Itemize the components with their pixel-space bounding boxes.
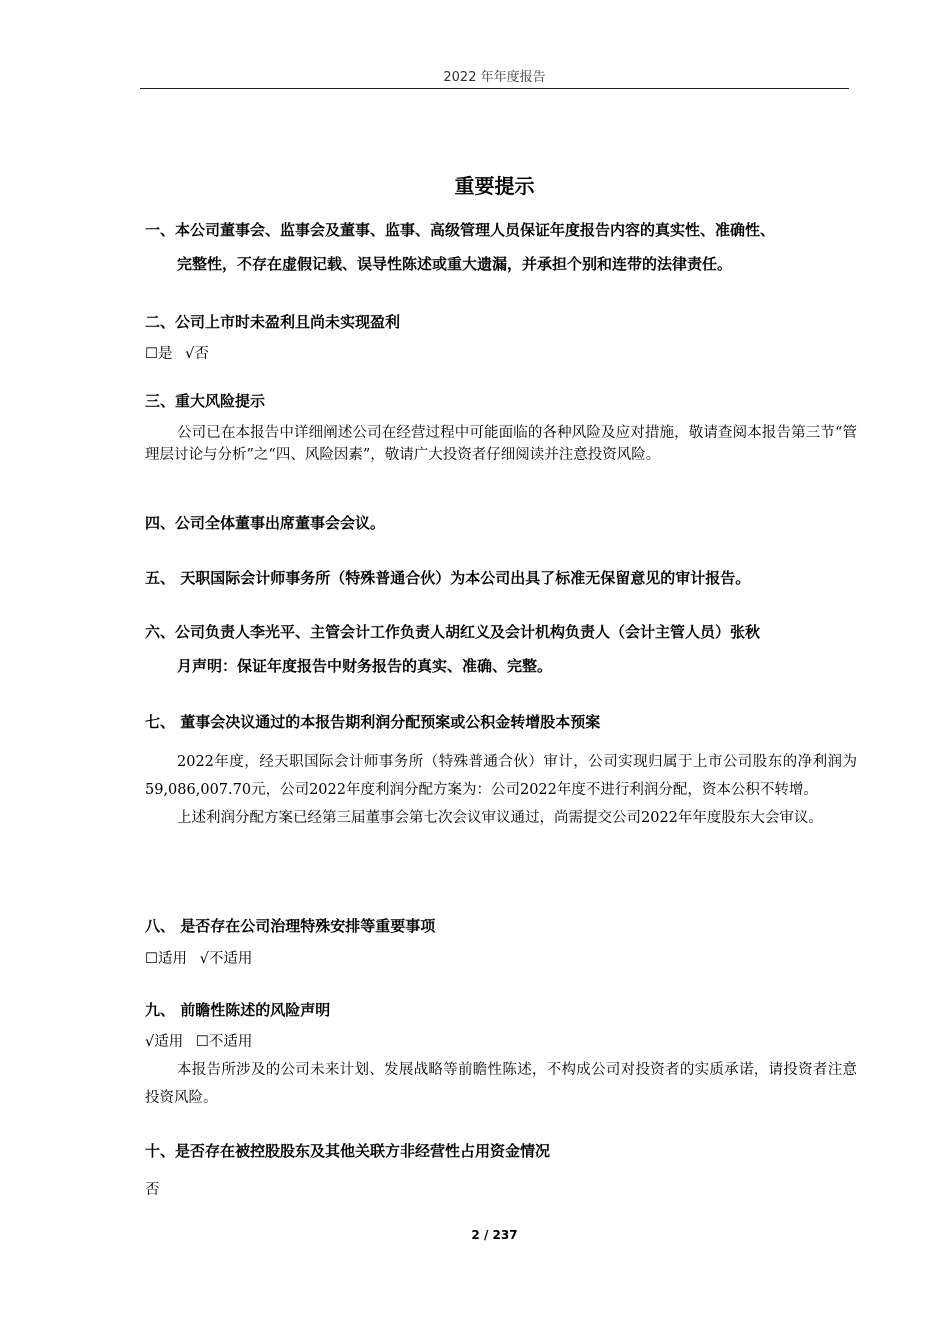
section-9-heading: 九、 前瞻性陈述的风险声明 bbox=[145, 1001, 331, 1019]
section-7-body bbox=[145, 748, 857, 832]
option-applicable: √适用 bbox=[145, 1034, 184, 1050]
section-3-heading: 三、重大风险提示 bbox=[145, 392, 266, 410]
section-2-options bbox=[145, 343, 217, 365]
section-10-heading: 十、是否存在被控股股东及其他关联方非经营性占用资金情况 bbox=[145, 1142, 551, 1160]
option-no: √否 bbox=[185, 346, 209, 362]
section-5-heading: 五、 天职国际会计师事务所（特殊普通合伙）为本公司出具了标准无保留意见的审计报告。 bbox=[145, 569, 751, 587]
section-10-answer: 否 bbox=[145, 1182, 160, 1198]
option-not-applicable: √不适用 bbox=[199, 951, 253, 967]
section-6 bbox=[145, 615, 865, 683]
page-header: 2022 年年度报告 bbox=[443, 70, 546, 85]
section-9-body bbox=[145, 1056, 857, 1112]
section-7-heading: 七、 董事会决议通过的本报告期利润分配预案或公积金转增股本预案 bbox=[145, 713, 601, 731]
section-6-line2: 月声明：保证年度报告中财务报告的真实、准确、完整。 bbox=[177, 657, 553, 675]
section-1-line1: 一、本公司董事会、监事会及董事、监事、高级管理人员保证年度报告内容的真实性、准确性、 bbox=[145, 221, 776, 239]
section-1-line2: 完整性，不存在虚假记载、误导性陈述或重大遗漏，并承担个别和连带的法律责任。 bbox=[177, 255, 733, 273]
section-6-line1: 六、公司负责人李光平、主管会计工作负责人胡红义及会计机构负责人（会计主管人员）张秋 bbox=[145, 623, 761, 641]
option-not-applicable: ☐不适用 bbox=[195, 1034, 253, 1050]
option-yes: ☐是 bbox=[145, 346, 173, 362]
section-7-para1: 2022年度，经天职国际会计师事务所（特殊普通合伙）审计，公司实现归属于上市公司股东的净利润为59,086,007.70元，公司2022年度利润分配方案为：公司2022年度不进行利润分配，资本公积不转增。 bbox=[145, 754, 857, 798]
section-4-heading: 四、公司全体董事出席董事会会议。 bbox=[145, 514, 386, 532]
section-3-text: 公司已在本报告中详细阐述公司在经营过程中可能面临的各种风险及应对措施，敬请查阅本报告第三节“管理层讨论与分析”之“四、风险因素”，敬请广大投资者仔细阅读并注意投资风险。 bbox=[145, 425, 857, 463]
section-3-body bbox=[145, 422, 857, 466]
section-2-heading: 二、公司上市时未盈利且尚未实现盈利 bbox=[145, 313, 401, 331]
section-9-options bbox=[145, 1031, 260, 1053]
page-number: 2 / 237 bbox=[471, 1228, 518, 1242]
section-1 bbox=[145, 213, 865, 281]
section-8-heading: 八、 是否存在公司治理特殊安排等重要事项 bbox=[145, 917, 436, 935]
section-8-options bbox=[145, 948, 260, 970]
option-applicable: ☐适用 bbox=[145, 951, 187, 967]
page-title: 重要提示 bbox=[454, 174, 535, 198]
section-7-para2: 上述利润分配方案已经第三届董事会第七次会议审议通过，尚需提交公司2022年年度股东大会审议。 bbox=[177, 810, 823, 826]
header-rule bbox=[140, 88, 849, 89]
section-9-text: 本报告所涉及的公司未来计划、发展战略等前瞻性陈述，不构成公司对投资者的实质承诺，请投资者注意投资风险。 bbox=[145, 1062, 857, 1106]
